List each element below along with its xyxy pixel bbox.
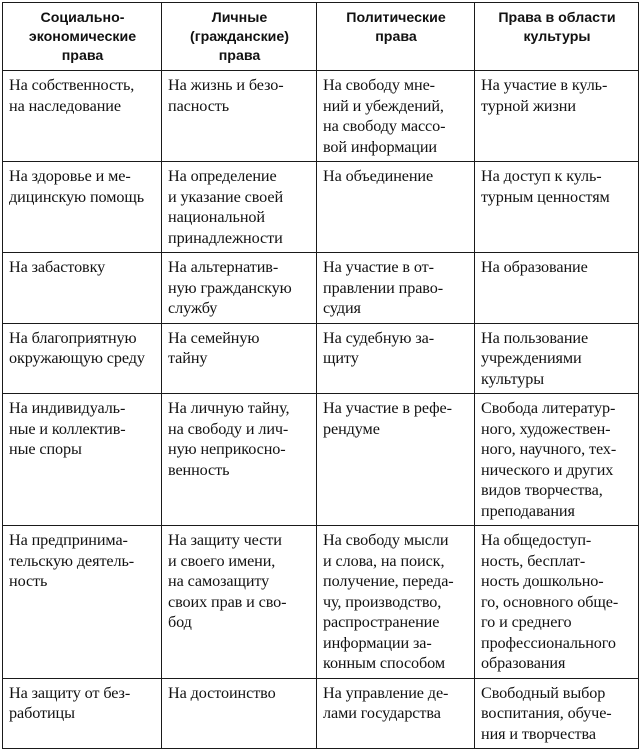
table-cell: На семейную тайну bbox=[162, 323, 317, 394]
table-cell: На благоприятную окружающую среду bbox=[3, 323, 162, 394]
table-cell: На забастовку bbox=[3, 253, 162, 324]
table-cell: На защиту чести и своего имени, на самозащиту своих прав и сво- бод bbox=[162, 526, 317, 679]
rights-table bbox=[2, 2, 639, 749]
table-row bbox=[3, 71, 639, 162]
table-row bbox=[3, 323, 639, 394]
table-cell: На достоинство bbox=[162, 678, 317, 749]
table-row bbox=[3, 394, 639, 526]
table-cell: На альтернатив- ную гражданскую службу bbox=[162, 253, 317, 324]
table-cell: На жизнь и безо- пасность bbox=[162, 71, 317, 162]
table-cell: На участие в рефе- рендуме bbox=[317, 394, 475, 526]
table-cell: На защиту от без- работицы bbox=[3, 678, 162, 749]
table-cell: На общедоступ- ность, бесплат- ность дошкольно- го, основного обще- го и среднего профессионального образования bbox=[475, 526, 639, 679]
table-cell: На личную тайну, на свободу и лич- ную неприкосно- венность bbox=[162, 394, 317, 526]
table-cell: На определение и указание своей национальной принадлежности bbox=[162, 162, 317, 253]
table-cell: На участие в куль- турной жизни bbox=[475, 71, 639, 162]
header-cultural-rights: Права в области культуры bbox=[475, 3, 639, 71]
table-cell: Свобода литератур- ного, художествен- ного, научного, тех- нического и других видов творчества, преподавания bbox=[475, 394, 639, 526]
table-cell: На пользование учреждениями культуры bbox=[475, 323, 639, 394]
table-cell: На свободу мысли и слова, на поиск, получение, переда- чу, производство, распространение информации за- конным способом bbox=[317, 526, 475, 679]
table-cell: На доступ к куль- турным ценностям bbox=[475, 162, 639, 253]
header-political-rights: Политические права bbox=[317, 3, 475, 71]
table-row bbox=[3, 162, 639, 253]
table-cell: На собственность, на наследование bbox=[3, 71, 162, 162]
table-cell: На объединение bbox=[317, 162, 475, 253]
header-socioeconomic-rights: Социально- экономические права bbox=[3, 3, 162, 71]
table-header-row bbox=[3, 3, 639, 71]
table-row bbox=[3, 253, 639, 324]
table-cell: На образование bbox=[475, 253, 639, 324]
table-cell: На судебную за- щиту bbox=[317, 323, 475, 394]
table-cell: На участие в от- правлении право- судия bbox=[317, 253, 475, 324]
header-personal-civil-rights: Личные (гражданские) права bbox=[162, 3, 317, 71]
table-row bbox=[3, 678, 639, 749]
table-row bbox=[3, 526, 639, 679]
table-cell: На предпринима- тельскую деятель- ность bbox=[3, 526, 162, 679]
table-cell: На управление де- лами государства bbox=[317, 678, 475, 749]
table-cell: На здоровье и ме- дицинскую помощь bbox=[3, 162, 162, 253]
table-cell: На индивидуаль- ные и коллектив- ные споры bbox=[3, 394, 162, 526]
table-cell: На свободу мне- ний и убеждений, на свободу массо- вой информации bbox=[317, 71, 475, 162]
table-cell: Свободный выбор воспитания, обуче- ния и творчества bbox=[475, 678, 639, 749]
